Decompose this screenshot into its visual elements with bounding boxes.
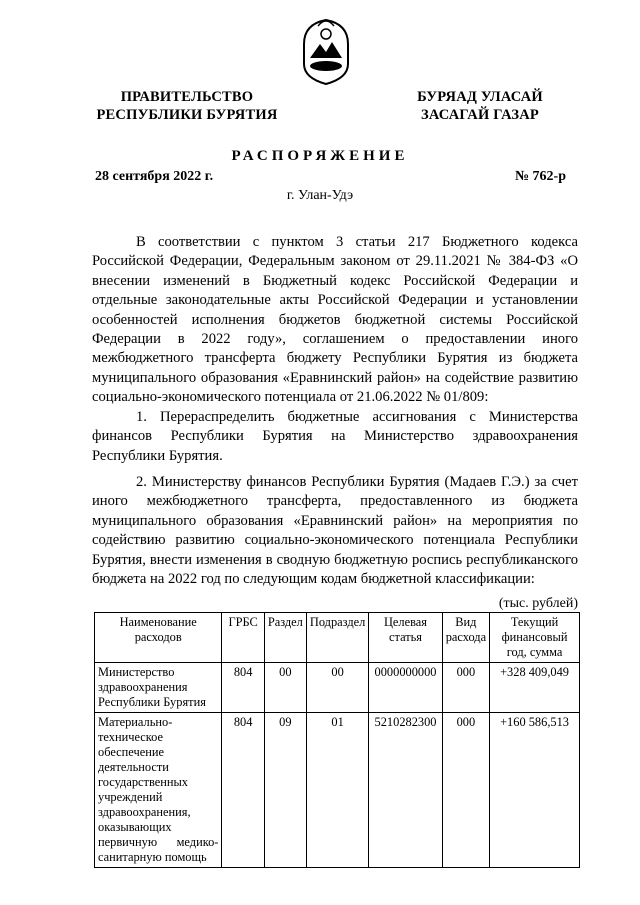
cell-grbs: 804 <box>222 663 264 713</box>
budget-table <box>94 612 580 868</box>
paragraph-item-2 <box>92 473 578 589</box>
cell-name: Министерство здравоохранения Республики Бурятия <box>95 663 222 713</box>
table-row <box>95 663 580 713</box>
cell-subsection: 01 <box>306 713 368 868</box>
col-header-section: Раздел <box>264 613 306 663</box>
paragraph-preamble <box>92 233 578 408</box>
document-number: № 762-р <box>514 169 566 184</box>
table-header-row <box>95 613 580 663</box>
header-left <box>92 88 282 124</box>
header-right-line1: БУРЯАД УЛАСАЙ <box>417 89 543 105</box>
document-title: РАСПОРЯЖЕНИЕ <box>231 148 409 164</box>
cell-section: 09 <box>264 713 306 868</box>
cell-subsection: 00 <box>306 663 368 713</box>
col-header-name: Наименование расходов <box>95 613 222 663</box>
cell-target: 5210282300 <box>369 713 442 868</box>
cell-type: 000 <box>442 713 489 868</box>
cell-target: 0000000000 <box>369 663 442 713</box>
document-city: г. Улан-Удэ <box>286 188 354 203</box>
table-row <box>95 713 580 868</box>
header-left-line2: РЕСПУБЛИКИ БУРЯТИЯ <box>96 107 278 123</box>
header-left-line1: ПРАВИТЕЛЬСТВО <box>120 89 254 105</box>
col-header-grbs: ГРБС <box>222 613 264 663</box>
cell-type: 000 <box>442 663 489 713</box>
cell-grbs: 804 <box>222 713 264 868</box>
paragraph-text: 2. Министерству финансов Республики Бурятия (Мадаев Г.Э.) за счет иного межбюджетного трансферта, предоставленного из бюджета муниципального образования «Еравнинский район» на мероприятия по содействию развитию социально-экономического потенциала Республики Бурятия, внести изменения в сводную бюджетную роспись республиканского бюджета на 2022 год по следующим кодам бюджетной классификации: <box>92 474 578 588</box>
paragraph-text: В соответствии с пунктом 3 статьи 217 Бюджетного кодекса Российской Федерации, Федеральным законом от 29.11.2021 № 384-ФЗ «О внесении изменений в Бюджетный кодекс Российской Федерации и отдельные законодательные акты Российской Федерации и установлении особенностей исполнения бюджетов бюджетной системы Российской Федерации в 2022 году», соглашением о предоставлении иного межбюджетного трансферта бюджету Республики Бурятия из бюджета муниципального образования «Еравнинский район» на содействие развитию социально-экономического потенциала от 21.06.2022 № 01/809: <box>92 234 578 406</box>
table-units: (тыс. рублей) <box>498 596 578 611</box>
cell-amount: +328 409,049 <box>490 663 580 713</box>
header-right-line2: ЗАСАГАЙ ГАЗАР <box>421 107 539 123</box>
col-header-target: Целевая статья <box>369 613 442 663</box>
paragraph-item-1 <box>92 408 578 466</box>
header-right <box>412 88 548 124</box>
col-header-subsection: Подраздел <box>306 613 368 663</box>
coat-of-arms-icon <box>296 14 356 86</box>
document-date: 28 сентября 2022 г. <box>95 169 214 184</box>
paragraph-text: 1. Перераспределить бюджетные ассигнования с Министерства финансов Республики Бурятия на Министерство здравоохранения Республики Бурятия. <box>92 409 578 464</box>
col-header-amount: Текущий финансовый год, сумма <box>490 613 580 663</box>
cell-amount: +160 586,513 <box>490 713 580 868</box>
col-header-type: Вид расхода <box>442 613 489 663</box>
cell-name: Материально-техническое обеспечение деятельности государственных учреждений здравоохранения, оказывающих первичную медико-санитарную помощь <box>95 713 222 868</box>
cell-section: 00 <box>264 663 306 713</box>
